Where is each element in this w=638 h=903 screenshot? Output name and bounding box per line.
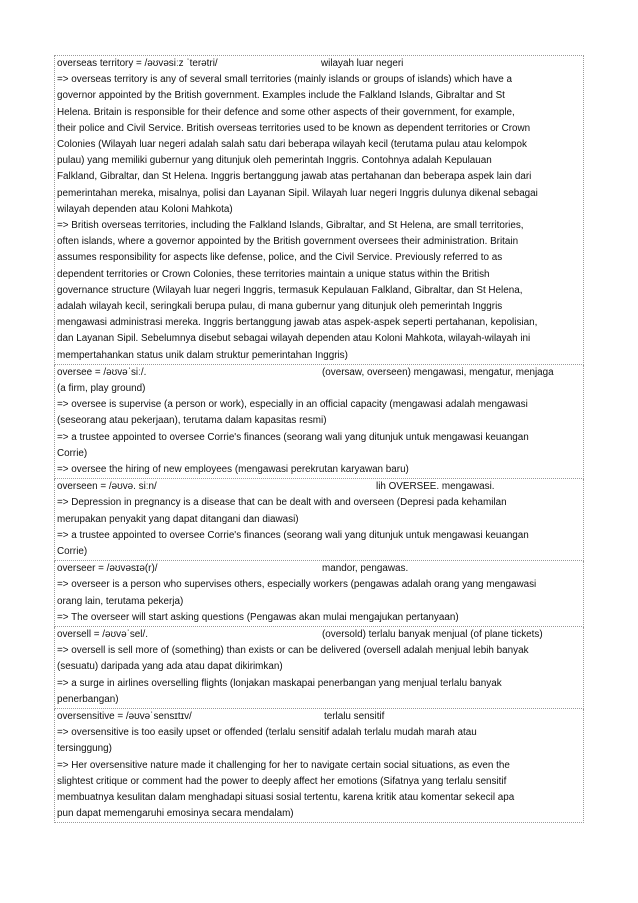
entry-header <box>57 479 581 495</box>
entry-line: Colonies (Wilayah luar negeri adalah salah satu dari beberapa wilayah kecil (terutama pulau atau kelompok <box>57 139 527 150</box>
entry-meaning: (oversold) terlalu banyak menjual (of plane tickets) <box>322 629 543 641</box>
entry-line: => overseer is a person who supervises others, especially workers (pengawas adalah orang yang mengawasi <box>57 579 537 591</box>
entry-line: pemerintahan mereka, misalnya, polisi dan Layanan Sipil. Wilayah luar negeri Inggris dulunya dikenal sebagai <box>57 187 538 199</box>
entry-headword: overseas territory = /əʊvəsiːz ˈterətri/ <box>57 58 218 69</box>
entry-line: penerbangan) <box>57 693 119 705</box>
entry-line: Corrie) <box>57 447 88 459</box>
entry-line: => Depression in pregnancy is a disease that can be dealt with and overseen (Depresi pada kehamilan <box>57 497 507 509</box>
entry-meaning: mandor, pengawas. <box>322 563 409 575</box>
entry-meaning: terlalu sensitif <box>324 711 385 723</box>
entry-line: pulau) yang memiliki gubernur yang ditunjuk oleh pemerintah Inggris. Contohnya adalah Kepulauan <box>57 155 492 167</box>
entry-header <box>57 56 581 72</box>
entry-line: (a firm, play ground) <box>57 383 146 395</box>
entry-line: governance structure (Wilayah luar negeri Inggris, termasuk Kepulauan Falkland, Gibraltar, dan St Helena, <box>57 284 523 296</box>
entry-line: Corrie) <box>57 546 88 558</box>
entry-line: mempertahankan status unik dalam struktur pemerintahan Inggris) <box>57 349 348 361</box>
entry-line: membuatnya kesulitan dalam menghadapi situasi sosial tertentu, karena kritik atau komentar sekecil apa <box>57 792 515 804</box>
entry-line: tersinggung) <box>57 743 112 755</box>
entry-header <box>57 561 581 577</box>
entry-line: => a trustee appointed to oversee Corrie's finances (seorang wali yang ditunjuk untuk mengawasi keuangan <box>57 529 529 541</box>
entry-overseas-territory <box>54 55 584 365</box>
entry-line: slightest critique or comment had the power to deeply affect her emotions (Sifatnya yang terlalu sensitif <box>57 775 507 787</box>
entry-line: dan Layanan Sipil. Sebelumnya disebut sebagai wilayah dependen atau Koloni Mahkota, wilayah-wilayah ini <box>57 333 531 345</box>
entry-line: merupakan penyakit yang dapat ditangani dan diawasi) <box>57 513 299 525</box>
entry-line: Helena. Britain is responsible for their defence and some other aspects of their government, for example, <box>57 106 515 118</box>
entry-line: => oversensitive is too easily upset or offended (terlalu sensitif adalah terlalu mudah marah atau <box>57 727 477 739</box>
entry-line: => a surge in airlines overselling flights (lonjakan maskapai penerbangan yang menjual terlalu banyak <box>57 677 502 689</box>
entry-headword: oversensitive = /əʊvəˈsensɪtɪv/ <box>57 711 192 723</box>
entry-header <box>57 709 581 725</box>
entry-meaning: lih OVERSEE. mengawasi. <box>376 481 495 493</box>
entry-line: pun dapat memengaruhi emosinya secara mendalam) <box>57 808 294 820</box>
entry-line: orang lain, terutama pekerja) <box>57 595 184 607</box>
entry-line: Falkland, Gibraltar, dan St Helena. Inggris bertanggung jawab atas pertahanan dan beberapa aspek lain dari <box>57 171 532 183</box>
entry-headword: oversell = /əʊvəˈsel/. <box>57 629 148 641</box>
entry-overseer <box>54 561 584 627</box>
entry-line: wilayah dependen atau Koloni Mahkota) <box>57 203 233 215</box>
entry-headword: overseen = /əʊvə. siːn/ <box>57 481 157 493</box>
entry-line: => oversell is sell more of (something) than exists or can be delivered (oversell adalah menjual lebih banyak <box>57 645 529 657</box>
entry-line: mengawasi administrasi mereka. Inggris bertanggung jawab atas aspek-aspek seperti pertahanan, kepolisian, <box>57 317 538 329</box>
entry-oversee <box>54 365 584 479</box>
entry-line: => a trustee appointed to oversee Corrie's finances (seorang wali yang ditunjuk untuk mengawasi keuangan <box>57 431 529 443</box>
entry-line: assumes responsibility for aspects like defense, police, and the Civil Service. Previously referred to as <box>57 252 503 264</box>
dictionary-page <box>54 55 584 823</box>
entry-line: governor appointed by the British government. Examples include the Falkland Islands, Gibraltar and St <box>57 90 505 102</box>
entry-header <box>57 627 581 643</box>
entry-line: => Her oversensitive nature made it challenging for her to navigate certain social situations, as even the <box>57 759 510 771</box>
entry-headword: oversee = /əʊvəˈsiː/. <box>57 366 147 378</box>
entry-line: dependent territories or Crown Colonies, these territories maintain a unique status within the British <box>57 268 490 280</box>
entry-line: adalah wilayah kecil, seringkali berupa pulau, di mana gubernur yang ditunjuk oleh pemerintah Inggris <box>57 301 503 313</box>
entry-line: => oversee the hiring of new employees (mengawasi perekrutan karyawan baru) <box>57 464 409 476</box>
entry-oversensitive <box>54 709 584 823</box>
entry-line: => oversee is supervise (a person or work), especially in an official capacity (mengawasi adalah mengawasi <box>57 399 528 411</box>
entry-overseen <box>54 479 584 561</box>
entry-meaning: wilayah luar negeri <box>321 58 404 69</box>
entry-line: => overseas territory is any of several small territories (mainly islands or groups of islands) which have a <box>57 74 512 86</box>
entry-header <box>57 365 581 381</box>
entry-line: => The overseer will start asking questions (Pengawas akan mulai mengajukan pertanyaan) <box>57 611 459 623</box>
entry-headword: overseer = /əʊvəsɪə(r)/ <box>57 563 158 575</box>
entry-line: often islands, where a governor appointed by the British government oversees their administration. Britain <box>57 236 519 248</box>
entry-line: (sesuatu) daripada yang ada atau dapat dikirimkan) <box>57 661 283 673</box>
entry-line: (seseorang atau pekerjaan), terutama dalam kapasitas resmi) <box>57 415 327 427</box>
entry-meaning: (oversaw, overseen) mengawasi, mengatur, menjaga <box>322 366 554 378</box>
entry-line: => British overseas territories, including the Falkland Islands, Gibraltar, and St Helena, are small territories, <box>57 220 524 232</box>
entry-line: their police and Civil Service. British overseas territories used to be known as dependent territories or Crown <box>57 122 531 134</box>
entry-oversell <box>54 627 584 709</box>
